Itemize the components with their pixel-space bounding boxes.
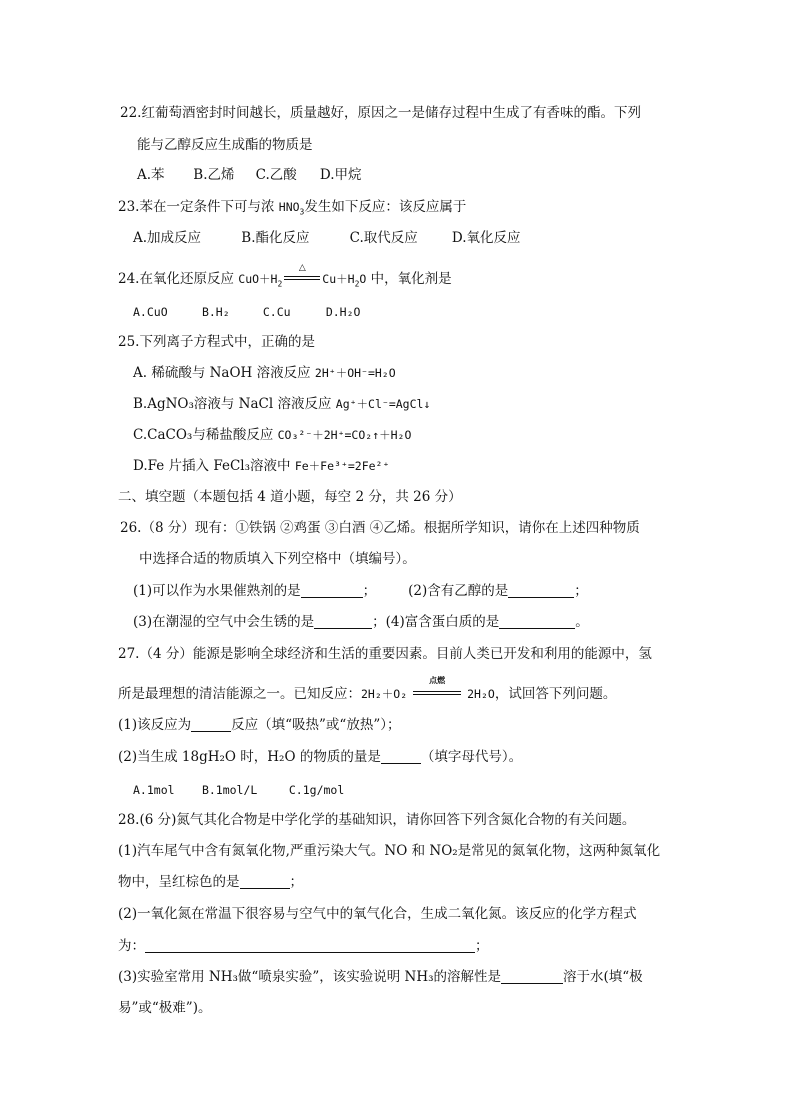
section-2-heading: 二、填空题（本题包括 4 道小题，每空 2 分，共 26 分） (118, 489, 462, 505)
q28-sub1-label: 物中，呈红棕色的是 (118, 874, 240, 890)
q25-option-c-text: C.CaCO₃与稀盐酸反应 (133, 427, 278, 443)
q26-sub1-label: (1)可以作为水果催熟剂的是 (133, 583, 301, 599)
q23-formula (278, 200, 305, 217)
q25-option-b[interactable] (133, 395, 430, 413)
q24-products-post: O (359, 272, 367, 286)
q23-option-d[interactable]: D.氧化反应 (451, 230, 521, 246)
q24-stem (118, 263, 452, 289)
q27-option-b[interactable]: B.1mol/L (201, 783, 258, 797)
q24-option-b[interactable]: B.H₂ (201, 305, 230, 319)
q22-option-d[interactable]: D.甲烷 (319, 167, 362, 183)
q25-option-a-equation: 2H⁺＋OH⁻=H₂O (314, 366, 396, 380)
q27-sub1-post: 反应（填“吸热”或“放热”）； (231, 717, 401, 733)
q22-stem-line2: 能与乙醇反应生成酯的物质是 (137, 137, 313, 153)
q26-sub2-label: (2)含有乙醇的是 (408, 583, 509, 599)
q24-products (322, 272, 367, 289)
q23-text-pre: 23.苯在一定条件下可与浓 (118, 199, 279, 215)
q27-line2-post: ，试回答下列问题。 (494, 686, 617, 702)
q24-products-sub: 2 (354, 279, 360, 289)
q26-sub2-blank[interactable] (508, 583, 574, 598)
q24-option-a[interactable]: A.CuO (133, 305, 168, 319)
q28-stem: 28.(6 分)氮气其化合物是中学化学的基础知识，请你回答下列含氮化合物的有关问题。 (118, 812, 636, 828)
q26-sub4-blank[interactable] (499, 614, 575, 629)
q26-row2 (133, 613, 589, 631)
q24-reactants-main: CuO＋H (238, 272, 278, 286)
q26-row1 (133, 582, 588, 600)
q24-reactants (238, 272, 283, 289)
q23-formula-sub: 3 (299, 207, 305, 217)
q23-option-a[interactable]: A.加成反应 (133, 230, 202, 246)
q22-option-b[interactable]: B.乙烯 (193, 167, 235, 183)
q26-sub1-blank[interactable] (301, 583, 363, 598)
q24-condition-arrow (282, 263, 322, 285)
q25-option-a-text: A. 稀硫酸与 NaOH 溶液反应 (133, 365, 315, 381)
q25-title: 25.下列离子方程式中，正确的是 (118, 334, 315, 350)
q28-sub2-line1: (2)一氧化氮在常温下很容易与空气中的氧气化合，生成二氧化氮。该反应的化学方程式 (118, 906, 637, 922)
q26-sub2-end: ； (574, 583, 588, 599)
q23-text-post: 发生如下反应：该反应属于 (304, 199, 467, 215)
q25-option-d-text: D.Fe 片插入 FeCl₃溶液中 (133, 458, 295, 474)
q27-condition-arrow (411, 675, 463, 700)
q27-stem-line2 (118, 675, 617, 703)
q26-sub4-end: 。 (575, 614, 589, 630)
q25-option-c-equation: CO₃²⁻＋2H⁺=CO₂↑＋H₂O (277, 428, 412, 442)
q27-options (133, 781, 344, 799)
q27-condition-ignite: 点燃 (429, 675, 446, 685)
q26-stem-line1: 26.（8 分）现有：①铁锅 ②鸡蛋 ③白酒 ④乙烯。根据所学知识，请你在上述四种物质 (120, 520, 640, 536)
q23-option-b[interactable]: B.酯化反应 (241, 230, 310, 246)
q23-stem (118, 198, 466, 216)
q28-sub2-line2 (118, 937, 489, 955)
q27-equation-products: 2H₂O (467, 687, 495, 701)
q27-sub1-pre: (1)该反应为 (118, 717, 192, 733)
q24-condition-heat: △ (298, 263, 306, 273)
q26-stem-line2: 中选择合适的物质填入下列空格中（填编号）。 (139, 551, 416, 567)
q22-option-a[interactable]: A.苯 (137, 167, 165, 183)
q26-sub1-end: ； (362, 583, 377, 599)
q25-option-d[interactable] (133, 457, 389, 475)
q26-sub3-label: (3)在潮湿的空气中会生锈的是 (133, 614, 315, 630)
q27-sub2-blank[interactable] (381, 749, 421, 764)
q24-reactants-sub: 2 (277, 279, 283, 289)
q22-options (137, 166, 362, 184)
q27-sub1-blank[interactable] (191, 717, 231, 732)
q28-sub2-end: ； (475, 938, 489, 954)
q28-sub3-line2: 易”或“极难”)。 (118, 1000, 212, 1016)
q22-stem-line1: 22.红葡萄酒密封时间越长，质量越好，原因之一是储存过程中生成了有香味的酯。下列 (120, 105, 641, 121)
q26-sub3-end: ； (372, 614, 386, 630)
q26-sub4-label: (4)富含蛋白质的是 (385, 614, 500, 630)
q27-option-a[interactable]: A.1mol (133, 783, 175, 797)
q27-sub2 (118, 748, 522, 766)
q27-sub2-post: （填字母代号）。 (420, 749, 523, 765)
q28-sub1-blank[interactable] (240, 874, 290, 889)
q25-option-c[interactable] (133, 426, 411, 444)
q28-sub1-line1: (1)汽车尾气中含有氮氧化物,严重污染大气。NO 和 NO₂是常见的氮氧化物，这两种氮氧化 (118, 843, 661, 859)
q27-equation-reactants: 2H₂＋O₂ (361, 687, 408, 701)
q25-option-d-equation: Fe＋Fe³⁺=2Fe²⁺ (294, 459, 390, 473)
q27-option-c[interactable]: C.1g/mol (288, 783, 345, 797)
q27-stem-line1: 27.（4 分）能源是影响全球经济和生活的重要因素。目前人类已开发和利用的能源中，氢 (118, 646, 652, 662)
q28-sub2-label: 为： (118, 938, 145, 954)
q27-sub1 (118, 716, 400, 734)
q24-text-pre: 24.在氧化还原反应 (118, 271, 239, 287)
q28-sub1-end: ； (289, 874, 303, 890)
q24-option-c[interactable]: C.Cu (262, 305, 291, 319)
q27-line2-pre: 所是最理想的清洁能源之一。已知反应： (118, 686, 361, 702)
q24-option-d[interactable]: D.H₂O (325, 305, 361, 319)
q22-option-c[interactable]: C.乙酸 (255, 167, 297, 183)
q23-formula-main: HNO (278, 200, 300, 214)
q24-products-pre: Cu＋H (322, 272, 355, 286)
q23-option-c[interactable]: C.取代反应 (349, 230, 418, 246)
q28-sub3-line1 (118, 968, 643, 986)
q28-sub1-line2 (118, 873, 303, 891)
q26-sub3-blank[interactable] (314, 614, 372, 629)
q28-sub3-post: 溶于水(填“极 (563, 969, 643, 985)
q27-sub2-pre: (2)当生成 18gH₂O 时，H₂O 的物质的量是 (118, 749, 381, 765)
q28-sub3-pre: (3)实验室常用 NH₃做“喷泉实验”，该实验说明 NH₃的溶解性是 (118, 969, 502, 985)
q23-options (133, 229, 521, 247)
q25-option-b-equation: Ag⁺＋Cl⁻=AgCl↓ (335, 397, 431, 411)
q25-option-a[interactable] (133, 364, 396, 382)
q28-sub3-blank[interactable] (501, 969, 563, 984)
q25-option-b-text: B.AgNO₃溶液与 NaCl 溶液反应 (133, 396, 336, 412)
q24-options (133, 303, 360, 321)
q24-text-post: 中，氧化剂是 (366, 271, 452, 287)
q28-sub2-blank[interactable] (145, 938, 475, 953)
